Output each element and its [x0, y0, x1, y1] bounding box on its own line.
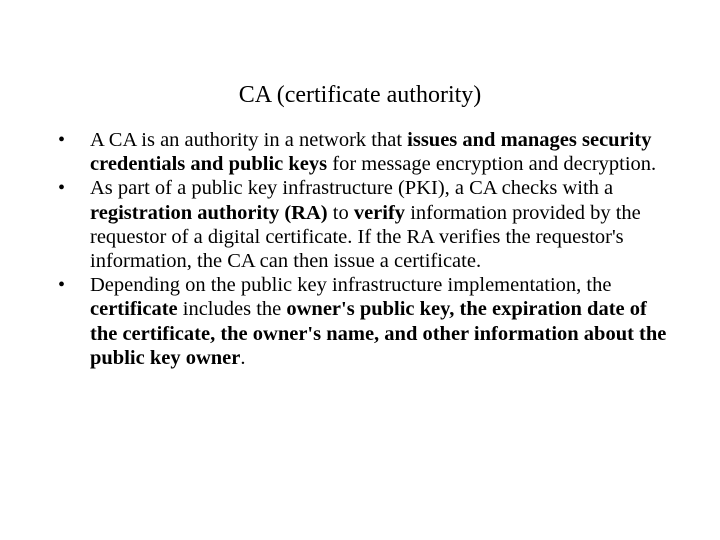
slide-title: CA (certificate authority): [238, 82, 482, 108]
bullet-item: [58, 128, 678, 176]
bullet-text-emphasis: issues and manages security credentials and public keys: [90, 129, 652, 176]
bullet-list: [58, 128, 678, 370]
bullet-text-segment: to: [327, 201, 354, 224]
bullet-text-segment: Depending on the public key infrastructure implementation, the: [90, 274, 612, 297]
bullet-marker: •: [58, 177, 66, 200]
bullet-text-emphasis: verify: [353, 201, 406, 224]
bullet-item: [58, 176, 678, 273]
bullet-text-segment: includes the: [177, 298, 287, 321]
bullet-text-segment: As part of a public key infrastructure (PKI), a CA checks with a: [90, 177, 614, 200]
bullet-text-segment: A CA is an authority in a network that: [90, 129, 408, 151]
bullet-marker: •: [58, 129, 66, 151]
bullet-text-segment: for message encryption and decryption.: [327, 153, 657, 176]
bullet-item: [58, 273, 678, 370]
bullet-text-segment: .: [240, 346, 246, 369]
bullet-text-emphasis: registration authority (RA): [90, 201, 328, 224]
bullet-text-segment: information provided by the requestor of a digital certificate. If the RA verifies the requestor's information, the CA can then issue a certificate.: [90, 201, 641, 273]
bullet-text-emphasis: owner's public key, the expiration date of the certificate, the owner's name, and other information about the public key owner: [90, 298, 667, 369]
bullet-text-emphasis: certificate: [90, 298, 178, 321]
bullet-marker: •: [58, 274, 66, 297]
